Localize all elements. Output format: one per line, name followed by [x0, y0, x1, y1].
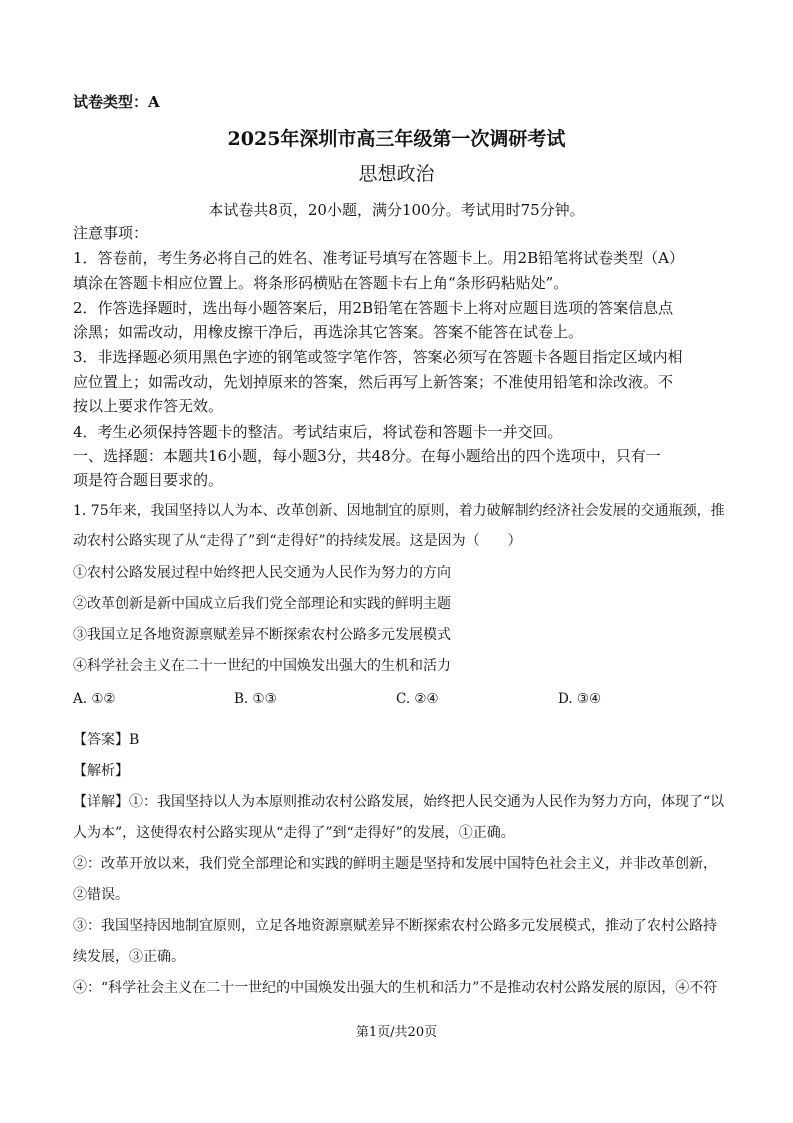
option-a: A. ①②: [73, 691, 116, 707]
detail-line: ②：改革开放以来，我们党全部理论和实践的鲜明主题是坚持和发展中国特色社会主义，并非改革创新，: [73, 856, 717, 872]
question-statement: ④科学社会主义在二十一世纪的中国焕发出强大的生机和活力: [73, 658, 451, 674]
note-line: 应位置上；如需改动，先划掉原来的答案，然后再写上新答案；不准使用铅笔和涂改液。不: [73, 373, 674, 391]
question-stem: 动农村公路实现了从“走得了”到“走得好”的持续发展。这是因为（ ）: [73, 533, 522, 549]
note-line: 4．考生必须保持答题卡的整洁。考试结束后，将试卷和答题卡一并交回。: [73, 423, 563, 441]
exam-title: 2025年深圳市高三年级第一次调研考试: [227, 128, 566, 150]
question-stem: 1. 75年来，我国坚持以人为本、改革创新、因地制宜的原则，着力破解制约经济社会发展的交通瓶颈，推: [73, 503, 725, 519]
notes-heading: 注意事项：: [73, 224, 149, 242]
note-line: 填涂在答题卡相应位置上。将条形码横贴在答题卡右上角“条形码粘贴处”。: [73, 274, 569, 292]
analysis-label: 【解析】: [73, 763, 129, 779]
answer-label: 【答案】: [73, 732, 129, 748]
note-line: 1．答卷前，考生务必将自己的姓名、准考证号填写在答题卡上。用2B铅笔将试卷类型（A）: [73, 249, 684, 267]
page-footer: 第1页/共20页: [355, 1025, 438, 1040]
note-line: 按以上要求作答无效。: [73, 397, 224, 415]
section-instruction: 一、选择题：本题共16小题，每小题3分，共48分。在每小题给出的四个选项中，只有一: [73, 447, 661, 465]
note-line: 3．非选择题必须用黑色字迹的钢笔或签字笔作答，答案必须写在答题卡各题目指定区域内相: [73, 348, 683, 366]
answer-line: [73, 730, 139, 750]
question-statement: ②改革创新是新中国成立后我们党全部理论和实践的鲜明主题: [73, 596, 451, 612]
detail-line: ④：“科学社会主义在二十一世纪的中国焕发出强大的生机和活力”不是推动农村公路发展的原因，④不符: [73, 980, 718, 996]
paper-type: 试卷类型：A: [73, 93, 160, 111]
question-statement: ①农村公路发展过程中始终把人民交通为人民作为努力的方向: [73, 565, 451, 581]
detail-line: 续发展，③正确。: [73, 949, 185, 965]
subject-title: 思想政治: [358, 163, 435, 185]
note-line: 2．作答选择题时，选出每小题答案后，用2B铅笔在答题卡上将对应题目选项的答案信息点: [73, 299, 674, 317]
detail-line: 人为本”，这使得农村公路实现从“走得了”到“走得好”的发展，①正确。: [73, 825, 515, 841]
detail-line: ③：我国坚持因地制宜原则，立足各地资源禀赋差异不断探索农村公路多元发展模式，推动了农村公路持: [73, 918, 717, 934]
detail-line: 【详解】①：我国坚持以人为本原则推动农村公路发展，始终把人民交通为人民作为努力方向，体现了“以: [73, 794, 725, 810]
answer-value: B: [129, 732, 140, 748]
option-b: B. ①③: [234, 691, 277, 707]
section-instruction: 项是符合题目要求的。: [73, 471, 224, 489]
option-d: D. ③④: [558, 691, 602, 707]
detail-line: ②错误。: [73, 887, 129, 903]
note-line: 涂黑；如需改动，用橡皮擦干净后，再选涂其它答案。答案不能答在试卷上。: [73, 323, 584, 341]
question-statement: ③我国立足各地资源禀赋差异不断探索农村公路多元发展模式: [73, 627, 451, 643]
option-c: C. ②④: [396, 691, 439, 707]
exam-info: 本试卷共8页，20小题，满分100分。考试用时75分钟。: [208, 201, 585, 219]
